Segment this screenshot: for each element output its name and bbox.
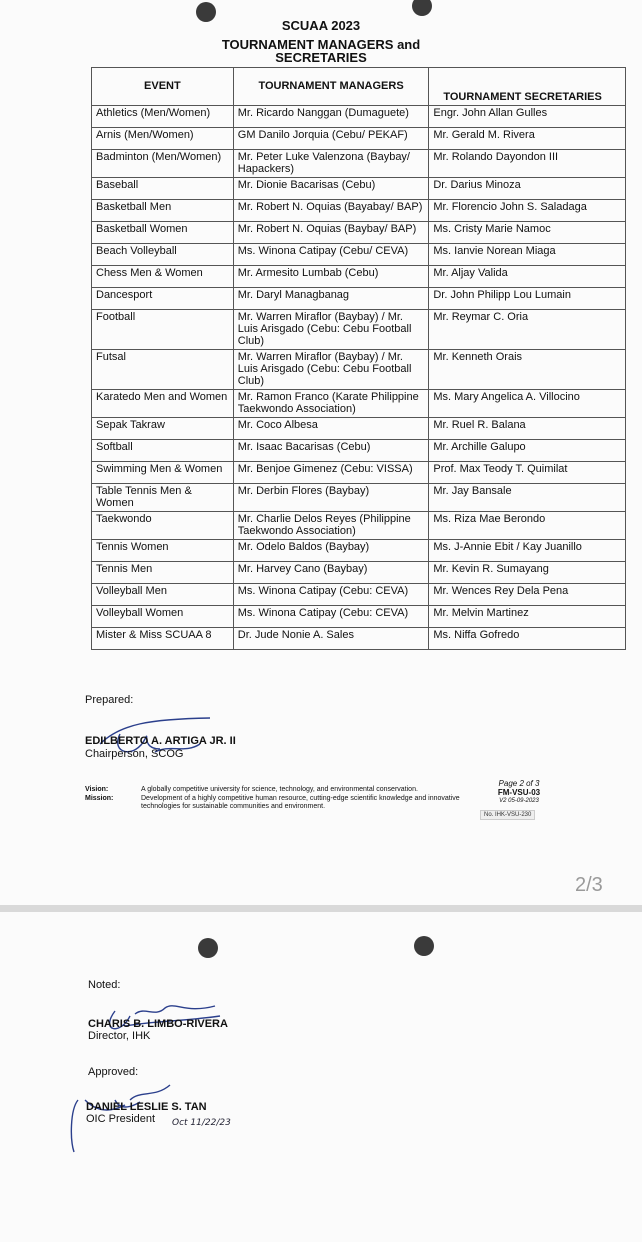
cell-secretary: Mr. Melvin Martinez (429, 606, 626, 628)
table-header-row (92, 68, 626, 106)
page-info (486, 779, 552, 806)
table-row (92, 266, 626, 288)
prepared-name: EDILBERTO A. ARTIGA JR. II (85, 735, 236, 747)
cell-manager: Ms. Winona Catipay (Cebu/ CEVA) (233, 244, 429, 266)
cell-manager: GM Danilo Jorquia (Cebu/ PEKAF) (233, 128, 429, 150)
form-version: V2 05-09-2023 (499, 798, 539, 804)
noted-name: CHARIS B. LIMBO-RIVERA (88, 1018, 228, 1030)
vision-statement (85, 786, 485, 794)
table-row (92, 390, 626, 418)
prepared-label: Prepared: (85, 694, 134, 706)
cell-secretary: Dr. Darius Minoza (429, 178, 626, 200)
prepared-position: Chairperson, SCOG (85, 748, 184, 760)
control-number: No. IHK-VSU-230 (480, 810, 535, 820)
cell-manager: Mr. Coco Albesa (233, 418, 429, 440)
cell-secretary: Mr. Florencio John S. Saladaga (429, 200, 626, 222)
cell-manager: Mr. Odelo Baldos (Baybay) (233, 540, 429, 562)
cell-secretary: Mr. Rolando Dayondon III (429, 150, 626, 178)
table-row (92, 440, 626, 462)
table-row (92, 350, 626, 390)
cell-manager: Mr. Robert N. Oquias (Baybay/ BAP) (233, 222, 429, 244)
punch-hole-right (414, 936, 434, 956)
document-subtitle: TOURNAMENT MANAGERS and (221, 37, 421, 52)
table-body (92, 106, 626, 650)
table-row (92, 484, 626, 512)
cell-event: Sepak Takraw (92, 418, 234, 440)
cell-manager: Mr. Ramon Franco (Karate Philippine Taekwondo Association) (233, 390, 429, 418)
cell-event: Football (92, 310, 234, 350)
cell-event: Arnis (Men/Women) (92, 128, 234, 150)
cell-secretary: Prof. Max Teody T. Quimilat (429, 462, 626, 484)
cell-event: Softball (92, 440, 234, 462)
cell-event: Dancesport (92, 288, 234, 310)
cell-manager: Dr. Jude Nonie A. Sales (233, 628, 429, 650)
cell-event: Tennis Men (92, 562, 234, 584)
cell-secretary: Mr. Reymar C. Oria (429, 310, 626, 350)
cell-secretary: Mr. Archille Galupo (429, 440, 626, 462)
table-row (92, 288, 626, 310)
cell-secretary: Engr. John Allan Gulles (429, 106, 626, 128)
cell-secretary: Ms. Cristy Marie Namoc (429, 222, 626, 244)
approved-label: Approved: (88, 1066, 139, 1078)
cell-manager: Mr. Charlie Delos Reyes (Philippine Taekwondo Association) (233, 512, 429, 540)
mission-statement (85, 795, 475, 811)
table-row (92, 628, 626, 650)
vision-text: A globally competitive university for science, technology, and environmental conservation. (141, 786, 418, 793)
cell-event: Athletics (Men/Women) (92, 106, 234, 128)
table-row (92, 512, 626, 540)
cell-manager: Ms. Winona Catipay (Cebu: CEVA) (233, 606, 429, 628)
cell-manager: Mr. Derbin Flores (Baybay) (233, 484, 429, 512)
cell-secretary: Ms. Riza Mae Berondo (429, 512, 626, 540)
cell-event: Baseball (92, 178, 234, 200)
cell-event: Tennis Women (92, 540, 234, 562)
cell-secretary: Dr. John Philipp Lou Lumain (429, 288, 626, 310)
cell-event: Taekwondo (92, 512, 234, 540)
table-row (92, 150, 626, 178)
cell-event: Badminton (Men/Women) (92, 150, 234, 178)
cell-event: Volleyball Women (92, 606, 234, 628)
cell-manager: Mr. Warren Miraflor (Baybay) / Mr. Luis Arisgado (Cebu: Cebu Football Club) (233, 350, 429, 390)
cell-secretary: Mr. Aljay Valida (429, 266, 626, 288)
cell-manager: Mr. Armesito Lumbab (Cebu) (233, 266, 429, 288)
table-row (92, 128, 626, 150)
noted-label: Noted: (88, 979, 121, 991)
cell-event: Beach Volleyball (92, 244, 234, 266)
table-row (92, 310, 626, 350)
cell-manager: Mr. Peter Luke Valenzona (Baybay/ Hapackers) (233, 150, 429, 178)
cell-event: Karatedo Men and Women (92, 390, 234, 418)
form-code: FM-VSU-03 (497, 788, 541, 797)
punch-hole-right (412, 0, 432, 16)
document-subtitle-2: SECRETARIES (275, 50, 367, 65)
cell-manager: Ms. Winona Catipay (Cebu: CEVA) (233, 584, 429, 606)
cell-manager: Mr. Daryl Managbanag (233, 288, 429, 310)
handwritten-date: Oct 11/22/23 (172, 1118, 231, 1128)
punch-hole-left (198, 938, 218, 958)
table-row (92, 562, 626, 584)
cell-event: Volleyball Men (92, 584, 234, 606)
document-page-3 (0, 912, 642, 1242)
table-row (92, 222, 626, 244)
table-row (92, 540, 626, 562)
cell-event: Chess Men & Women (92, 266, 234, 288)
column-header-secretaries: TOURNAMENT SECRETARIES (429, 68, 626, 106)
cell-event: Mister & Miss SCUAA 8 (92, 628, 234, 650)
cell-manager: Mr. Harvey Cano (Baybay) (233, 562, 429, 584)
cell-event: Basketball Men (92, 200, 234, 222)
cell-secretary: Ms. J-Annie Ebit / Kay Juanillo (429, 540, 626, 562)
table-row (92, 106, 626, 128)
table-row (92, 244, 626, 266)
table-row (92, 462, 626, 484)
cell-manager: Mr. Benjoe Gimenez (Cebu: VISSA) (233, 462, 429, 484)
cell-secretary: Mr. Kevin R. Sumayang (429, 562, 626, 584)
cell-manager: Mr. Robert N. Oquias (Bayabay/ BAP) (233, 200, 429, 222)
cell-secretary: Ms. Ianvie Norean Miaga (429, 244, 626, 266)
table-row (92, 584, 626, 606)
cell-secretary: Mr. Wences Rey Dela Pena (429, 584, 626, 606)
cell-secretary: Mr. Gerald M. Rivera (429, 128, 626, 150)
cell-manager: Mr. Ricardo Nanggan (Dumaguete) (233, 106, 429, 128)
cell-secretary: Mr. Kenneth Orais (429, 350, 626, 390)
cell-secretary: Mr. Ruel R. Balana (429, 418, 626, 440)
cell-manager: Mr. Warren Miraflor (Baybay) / Mr. Luis Arisgado (Cebu: Cebu Football Club) (233, 310, 429, 350)
cell-event: Futsal (92, 350, 234, 390)
column-header-managers: TOURNAMENT MANAGERS (233, 68, 429, 106)
cell-secretary: Mr. Jay Bansale (429, 484, 626, 512)
cell-secretary: Ms. Niffa Gofredo (429, 628, 626, 650)
cell-event: Swimming Men & Women (92, 462, 234, 484)
cell-event: Basketball Women (92, 222, 234, 244)
page-of-text: Page 2 of 3 (498, 779, 540, 788)
mission-text: Development of a highly competitive human resource, cutting-edge scientific knowledge and innovative technologies for sustainable communities and environment. (141, 795, 460, 810)
column-header-event: EVENT (92, 68, 234, 106)
table-row (92, 178, 626, 200)
cell-secretary: Ms. Mary Angelica A. Villocino (429, 390, 626, 418)
noted-position: Director, IHK (88, 1030, 151, 1042)
cell-manager: Mr. Isaac Bacarisas (Cebu) (233, 440, 429, 462)
document-title: SCUAA 2023 (281, 18, 361, 33)
cell-event: Table Tennis Men & Women (92, 484, 234, 512)
table-row (92, 606, 626, 628)
approved-position: OIC President (86, 1113, 156, 1125)
cell-manager: Mr. Dionie Bacarisas (Cebu) (233, 178, 429, 200)
table-row (92, 418, 626, 440)
approved-name: DANIEL LESLIE S. TAN (86, 1101, 207, 1113)
mission-label: Mission: (85, 795, 114, 802)
page-indicator: 2/3 (575, 874, 603, 896)
tournament-table (91, 67, 626, 650)
vision-label: Vision: (85, 786, 109, 793)
table-row (92, 200, 626, 222)
